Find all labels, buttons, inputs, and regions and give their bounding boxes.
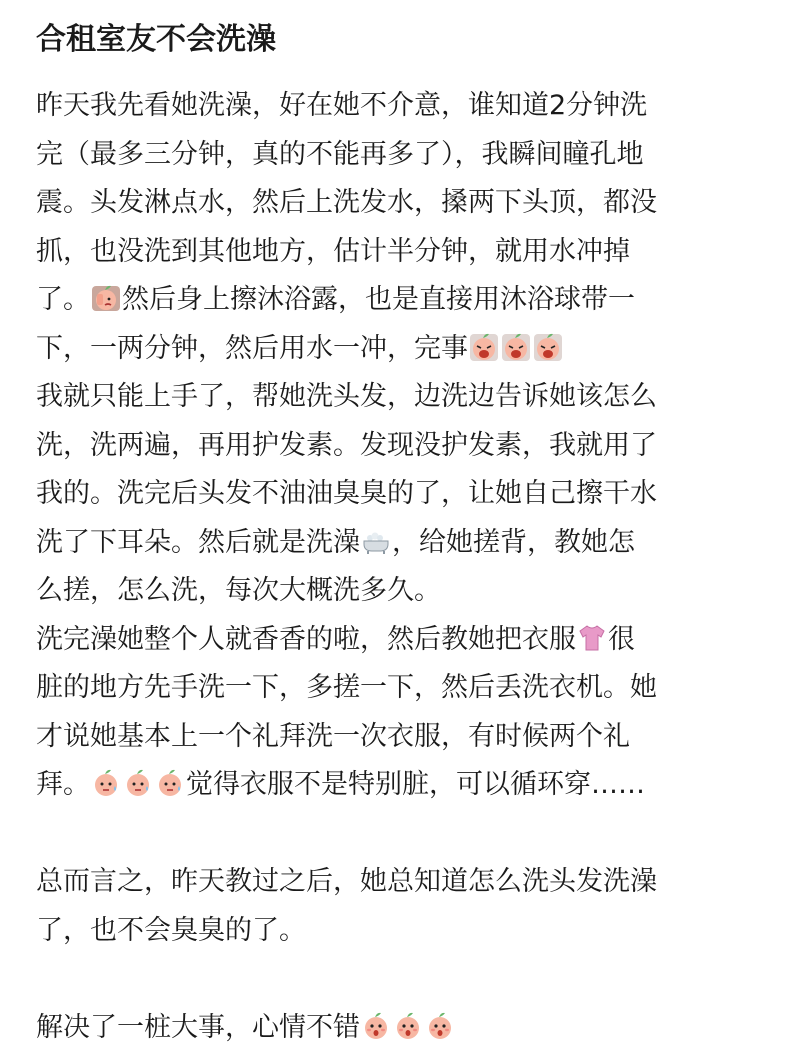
- body-line: 总而言之，昨天教过之后，她总知道怎么洗头发洗澡: [36, 866, 657, 897]
- body-line: 震。头发淋点水，然后上洗发水，搡两下头顶，都没: [36, 187, 657, 218]
- facepalm-peach-emoji-icon: [91, 283, 121, 313]
- body-text: 很: [608, 623, 635, 655]
- body-line: [36, 761, 766, 810]
- body-line: 了，也不会臭臭的了。: [36, 914, 306, 946]
- body-text: 拜。: [36, 769, 90, 800]
- crying-peach-emoji-icon: [469, 332, 499, 362]
- body-line: [36, 325, 766, 374]
- crying-peach-emoji-icon: [533, 332, 563, 362]
- surprised-peach-emoji-icon: [425, 1011, 455, 1041]
- body-line: [36, 519, 766, 568]
- blank-line: [36, 810, 766, 859]
- body-line: 完（最多三分钟，真的不能再多了），我瞬间瞳孔地: [36, 138, 644, 170]
- body-text: ，给她搓背，教她怎: [392, 526, 635, 558]
- sweating-peach-emoji-icon: [91, 768, 121, 798]
- bathtub-emoji-icon: [361, 526, 391, 556]
- post-title: 合租室友不会洗澡: [36, 22, 276, 57]
- body-line: [36, 616, 766, 665]
- sweating-peach-emoji-icon: [155, 768, 185, 798]
- body-line: 我就只能上手了，帮她洗头发，边洗边告诉她该怎么: [36, 381, 657, 412]
- surprised-peach-emoji-icon: [361, 1011, 391, 1041]
- pink-shirt-emoji-icon: [577, 623, 607, 653]
- body-text: 然后身上擦沐浴露，也是直接用沐浴球带一: [122, 284, 635, 315]
- body-line: 昨天我先看她洗澡，好在她不介意，谁知道2分钟洗: [36, 90, 648, 121]
- sweating-peach-emoji-icon: [123, 768, 153, 798]
- body-text: 洗完澡她整个人就香香的啦，然后教她把衣服: [36, 623, 576, 655]
- body-text: 解决了一桩大事，心情不错: [36, 1011, 360, 1043]
- body-text: 洗了下耳朵。然后就是洗澡: [36, 526, 360, 558]
- body-line: [36, 276, 766, 325]
- body-line: [36, 1004, 766, 1053]
- body-line: 脏的地方先手洗一下，多搓一下，然后丢洗衣机。她: [36, 672, 657, 703]
- body-text: 觉得衣服不是特别脏，可以循环穿……: [186, 769, 645, 800]
- surprised-peach-emoji-icon: [393, 1011, 423, 1041]
- body-text: 了。: [36, 284, 90, 315]
- body-line: 抓，也没洗到其他地方，估计半分钟，就用水冲掉: [36, 235, 630, 267]
- crying-peach-emoji-icon: [501, 332, 531, 362]
- body-line: 才说她基本上一个礼拜洗一次衣服，有时候两个礼: [36, 720, 630, 752]
- body-line: 我的。洗完后头发不油油臭臭的了，让她自己擦干水: [36, 478, 657, 509]
- blank-line: [36, 955, 766, 1004]
- body-line: 洗，洗两遍，再用护发素。发现没护发素，我就用了: [36, 429, 657, 461]
- body-text: 下，一两分钟，然后用水一冲，完事: [36, 332, 468, 364]
- post-body: [36, 82, 766, 1052]
- body-line: 么搓，怎么洗，每次大概洗多久。: [36, 575, 441, 606]
